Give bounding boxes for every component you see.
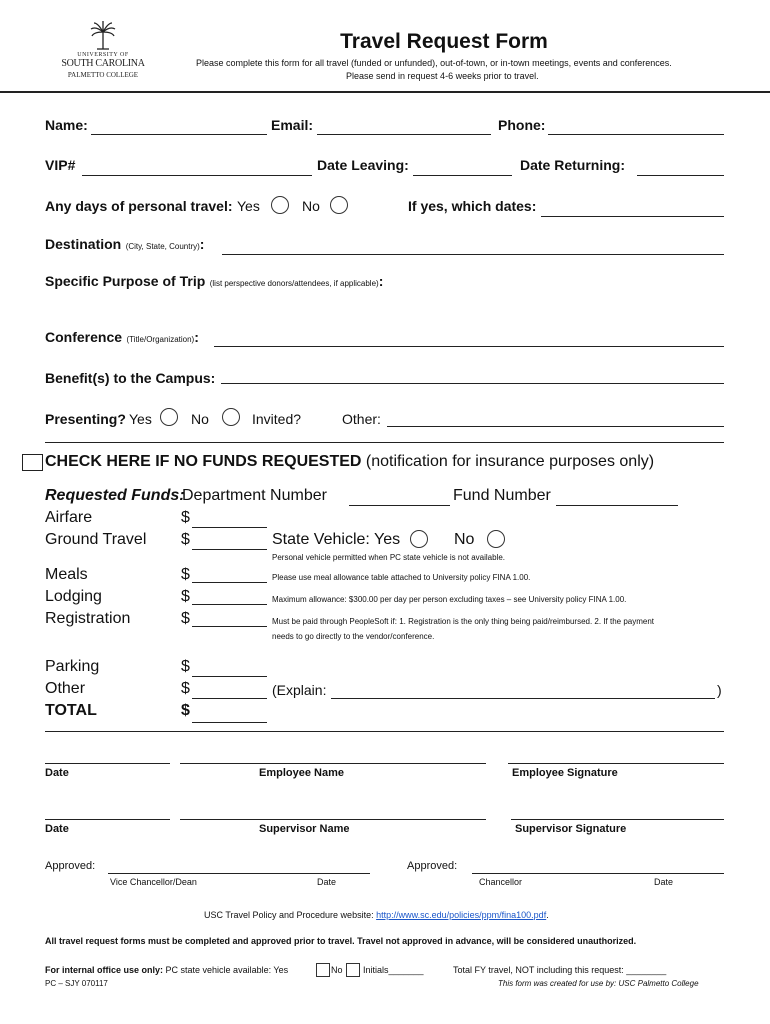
section-divider-1 — [45, 442, 724, 443]
registration-field[interactable] — [192, 626, 267, 627]
approved-vc-label: Approved: — [45, 860, 96, 872]
ground-travel-label: Ground Travel — [45, 531, 147, 548]
policy-text: USC Travel Policy and Procedure website: — [204, 910, 374, 920]
form-code: PC – SJY 070117 — [45, 979, 108, 988]
employee-name-label: Employee Name — [259, 767, 344, 779]
employee-signature-line[interactable] — [508, 763, 724, 764]
approved-chancellor-line[interactable] — [472, 873, 724, 874]
policy-line — [204, 910, 549, 920]
no-funds-label-group — [45, 453, 654, 471]
supervisor-signature-label: Supervisor Signature — [515, 823, 627, 835]
employee-name-line[interactable] — [180, 763, 486, 764]
purpose-label: Specific Purpose of Trip — [45, 273, 206, 289]
authorization-notice: All travel request forms must be completed and approved prior to travel. Travel not approved in advance, will be considered unauthorized. — [45, 936, 637, 946]
name-field[interactable] — [91, 134, 267, 135]
fund-number-field[interactable] — [556, 505, 678, 506]
internal-yes-checkbox[interactable] — [316, 963, 330, 977]
page-title: Travel Request Form — [340, 30, 548, 53]
phone-field[interactable] — [548, 134, 724, 135]
parking-field[interactable] — [192, 676, 267, 677]
vip-label: VIP# — [45, 157, 76, 173]
chancellor-label: Chancellor — [479, 877, 523, 887]
state-vehicle-no-label: No — [454, 531, 475, 548]
total-field[interactable] — [192, 722, 267, 723]
date-returning-field[interactable] — [637, 175, 724, 176]
which-dates-field[interactable] — [541, 216, 724, 217]
logo-line2: SOUTH CAROLINA — [61, 58, 145, 69]
destination-colon: : — [199, 236, 205, 252]
destination-label-group — [45, 236, 204, 254]
other-field[interactable] — [387, 426, 724, 427]
other-label: Other: — [342, 411, 381, 427]
lodging-dollar: $ — [181, 588, 190, 605]
approved-vc-line[interactable] — [108, 873, 370, 874]
policy-period: . — [546, 910, 549, 920]
header-divider — [0, 91, 770, 93]
parking-label: Parking — [45, 658, 100, 675]
personal-no-radio[interactable] — [330, 196, 348, 214]
registration-dollar: $ — [181, 610, 190, 627]
no-funds-note: (notification for insurance purposes only) — [365, 453, 655, 470]
fund-number-label: Fund Number — [453, 487, 551, 504]
state-vehicle-label: State Vehicle: Yes — [272, 531, 401, 548]
personal-no-label: No — [302, 198, 320, 214]
header-subtitle-1: Please complete this form for all travel (funded or unfunded), out-of-town, or in-town meetings, events and conferences. — [196, 58, 672, 68]
lodging-note: Maximum allowance: $300.00 per day per person excluding taxes – see University policy FINA 1.00. — [272, 595, 627, 604]
benefit-field[interactable] — [221, 383, 724, 384]
vehicle-note: Personal vehicle permitted when PC state vehicle is not available. — [272, 553, 506, 562]
personal-yes-radio[interactable] — [271, 196, 289, 214]
conference-field[interactable] — [214, 346, 724, 347]
internal-no-label: No — [331, 965, 343, 975]
explain-close-paren: ) — [717, 682, 722, 698]
meals-label: Meals — [45, 566, 88, 583]
personal-yes-label: Yes — [237, 198, 260, 214]
date-leaving-field[interactable] — [413, 175, 512, 176]
presenting-no-radio[interactable] — [222, 408, 240, 426]
header-subtitle-2: Please send in request 4-6 weeks prior to travel. — [346, 71, 539, 81]
registration-note-2: needs to go directly to the vendor/conference. — [272, 632, 435, 641]
state-vehicle-yes-radio[interactable] — [410, 530, 428, 548]
supervisor-name-line[interactable] — [180, 819, 486, 820]
destination-field[interactable] — [222, 254, 724, 255]
lodging-field[interactable] — [192, 604, 267, 605]
airfare-label: Airfare — [45, 509, 93, 526]
presenting-no-label: No — [191, 411, 209, 427]
vip-field[interactable] — [82, 175, 312, 176]
other-funds-label: Other — [45, 680, 86, 697]
supervisor-signature-line[interactable] — [511, 819, 724, 820]
lodging-label: Lodging — [45, 588, 102, 605]
meals-dollar: $ — [181, 566, 190, 583]
registration-note-1: Must be paid through PeopleSoft if: 1. Registration is the only thing being paid/reimbursed. 2. If the payment — [272, 617, 655, 626]
ground-travel-field[interactable] — [192, 549, 267, 550]
purpose-colon: : — [378, 273, 384, 289]
employee-date-label: Date — [45, 767, 69, 779]
dept-number-field[interactable] — [349, 505, 450, 506]
state-vehicle-no-radio[interactable] — [487, 530, 505, 548]
airfare-field[interactable] — [192, 527, 267, 528]
policy-link[interactable]: http://www.sc.edu/policies/ppm/fina100.pdf — [376, 910, 547, 920]
internal-state-vehicle: PC state vehicle available: Yes — [165, 965, 289, 975]
explain-field[interactable] — [331, 698, 715, 699]
destination-label: Destination — [45, 236, 122, 252]
supervisor-date-line[interactable] — [45, 819, 170, 820]
meals-note: Please use meal allowance table attached to University policy FINA 1.00. — [272, 573, 531, 582]
other-funds-field[interactable] — [192, 698, 267, 699]
conference-label-group — [45, 329, 199, 347]
requested-funds-label: Requested Funds: — [45, 487, 185, 504]
logo-line1: UNIVERSITY OF — [77, 52, 129, 58]
date-returning-label: Date Returning: — [520, 157, 625, 173]
explain-label: (Explain: — [272, 682, 327, 698]
no-funds-checkbox[interactable] — [22, 454, 43, 471]
dept-number-label: Department Number — [182, 487, 327, 504]
total-label: TOTAL — [45, 702, 97, 719]
presenting-yes-radio[interactable] — [160, 408, 178, 426]
internal-use-label: For internal office use only: — [45, 965, 164, 975]
presenting-label: Presenting? — [45, 411, 126, 427]
meals-field[interactable] — [192, 582, 267, 583]
parking-dollar: $ — [181, 658, 190, 675]
conference-label: Conference — [45, 329, 123, 345]
date-leaving-label: Date Leaving: — [317, 157, 409, 173]
purpose-hint: (list perspective donors/attendees, if applicable) — [209, 279, 379, 288]
airfare-dollar: $ — [181, 509, 190, 526]
vc-date-label: Date — [317, 877, 337, 887]
vc-dean-label: Vice Chancellor/Dean — [110, 877, 197, 887]
name-label: Name: — [45, 117, 88, 133]
supervisor-date-label: Date — [45, 823, 69, 835]
internal-total-fy: Total FY travel, NOT including this request: ________ — [453, 965, 667, 975]
conference-colon: : — [194, 329, 199, 345]
total-dollar: $ — [181, 702, 190, 719]
phone-label: Phone: — [498, 117, 546, 133]
employee-signature-label: Employee Signature — [512, 767, 618, 779]
internal-use-line — [45, 965, 288, 975]
supervisor-name-label: Supervisor Name — [259, 823, 350, 835]
destination-hint: (City, State, Country) — [125, 242, 200, 251]
email-label: Email: — [271, 117, 314, 133]
employee-date-line[interactable] — [45, 763, 170, 764]
conference-hint: (Title/Organization) — [126, 335, 195, 344]
other-dollar: $ — [181, 680, 190, 697]
internal-no-checkbox[interactable] — [346, 963, 360, 977]
section-divider-2 — [45, 731, 724, 732]
benefit-label: Benefit(s) to the Campus: — [45, 370, 216, 386]
invited-label: Invited? — [252, 411, 302, 427]
approved-chancellor-label: Approved: — [407, 860, 458, 872]
chancellor-date-label: Date — [654, 877, 674, 887]
email-field[interactable] — [317, 134, 491, 135]
no-funds-label: CHECK HERE IF NO FUNDS REQUESTED — [45, 453, 362, 470]
which-dates-label: If yes, which dates: — [408, 198, 537, 214]
ground-dollar: $ — [181, 531, 190, 548]
purpose-label-group — [45, 273, 383, 291]
internal-initials: Initials_______ — [363, 965, 424, 975]
presenting-yes-label: Yes — [129, 411, 152, 427]
logo-line3: PALMETTO COLLEGE — [67, 71, 139, 79]
form-created-by: This form was created for use by: USC Palmetto College — [498, 979, 699, 988]
registration-label: Registration — [45, 610, 131, 627]
personal-travel-label: Any days of personal travel: — [45, 198, 233, 214]
